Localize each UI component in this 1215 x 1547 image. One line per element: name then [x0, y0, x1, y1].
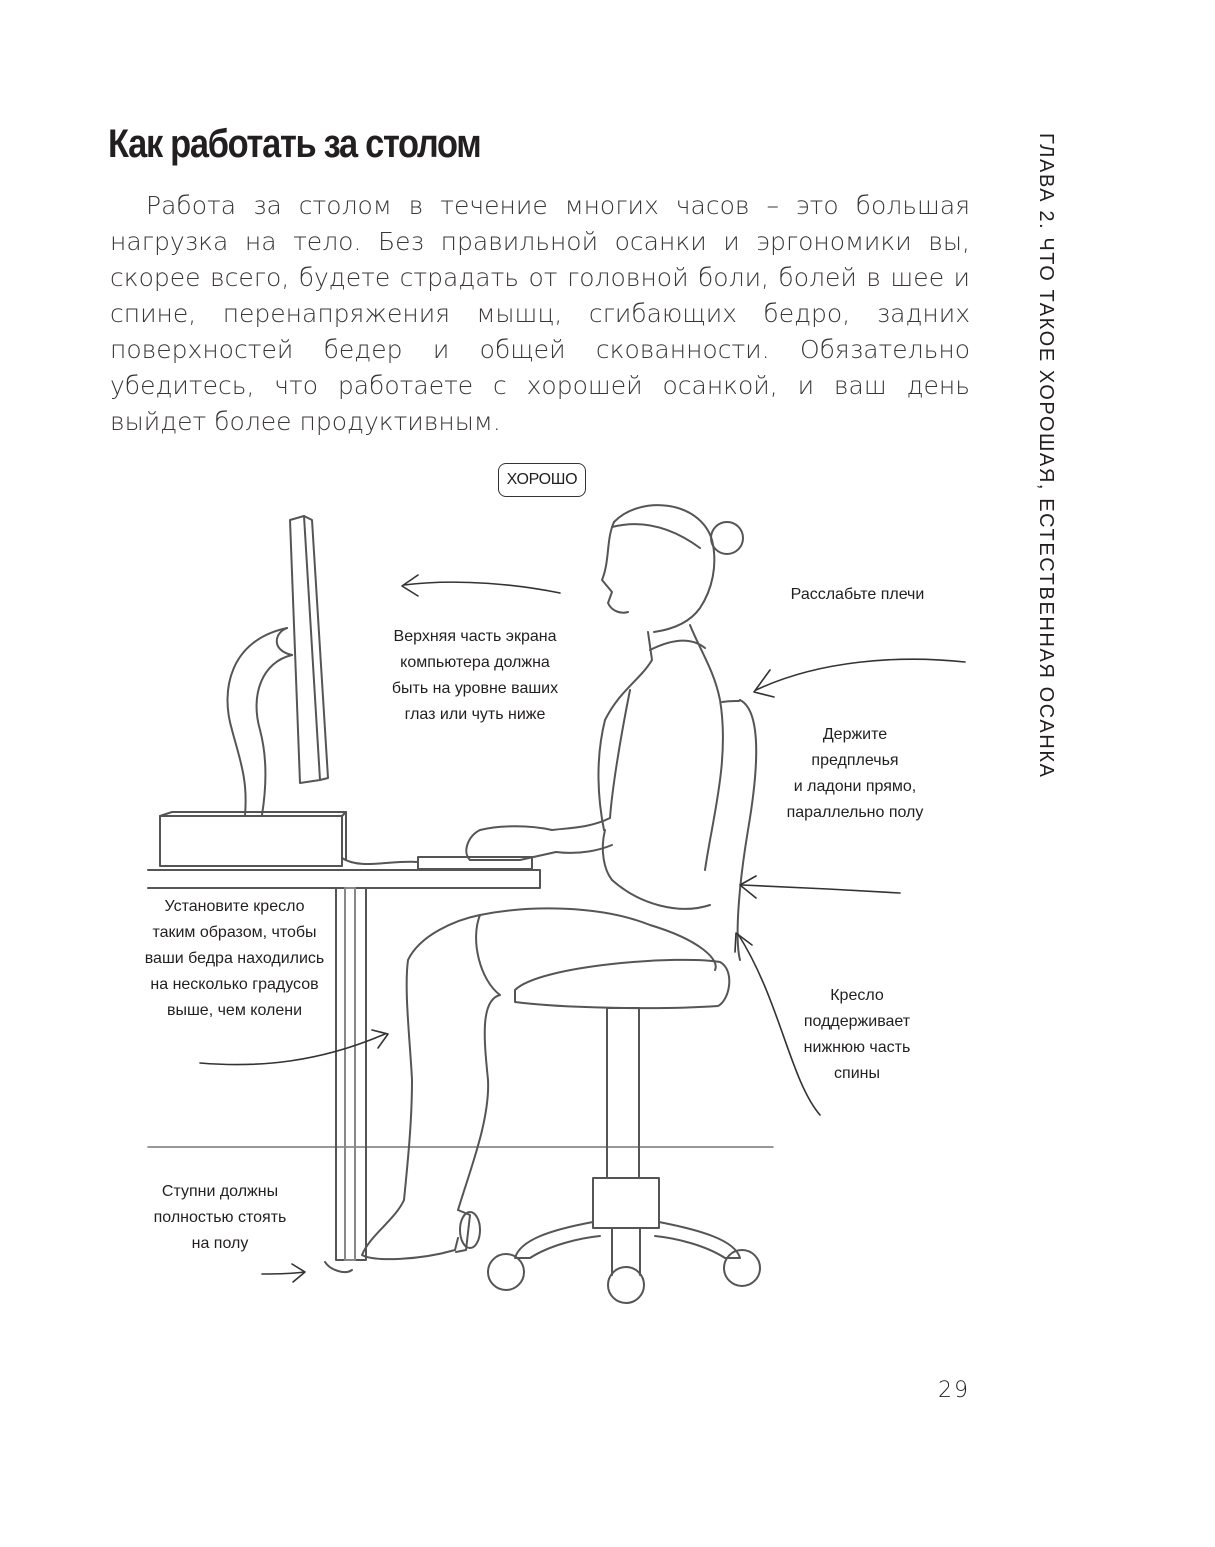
note-screen-height: Верхняя часть экрана компьютера должна быть на уровне ваших глаз или чуть ниже [391, 628, 559, 723]
monitor [160, 516, 346, 866]
keyboard [342, 857, 532, 869]
note-feet: Ступни должны полностью стоять на полу [153, 1183, 287, 1252]
note-relax-shoulders: Расслабьте плечи [790, 586, 925, 603]
intro-paragraph: Работа за столом в течение многих часов – это большая нагрузка на тело. Без правильной осанки и эргономики вы, скорее всего, будете страдать от головной боли, болей в шее и спине, перенапряжения мышц, сгибающих бедро, задних поверхностей бедер и общей скованности. Обязательно убедитесь, что работаете с хорошей осанкой, и ваш день выйдет более продуктивным. [110, 191, 970, 436]
note-chair-height: Установите кресло таким образом, чтобы ваши бедра находились на несколько градусов выше, чем колени [144, 898, 325, 1019]
page-number: 29 [938, 1378, 970, 1403]
page-title: Как работать за столом [108, 122, 481, 166]
note-forearms: Держите предплечья и ладони прямо, параллельно полу [786, 726, 924, 821]
good-posture-badge: ХОРОШО [498, 463, 586, 497]
note-lower-back: Кресло поддерживает нижнюю часть спины [803, 987, 911, 1082]
chapter-running-header: ГЛАВА 2. ЧТО ТАКОЕ ХОРОШАЯ, ЕСТЕСТВЕННАЯ ОСАНКА [1035, 133, 1057, 779]
